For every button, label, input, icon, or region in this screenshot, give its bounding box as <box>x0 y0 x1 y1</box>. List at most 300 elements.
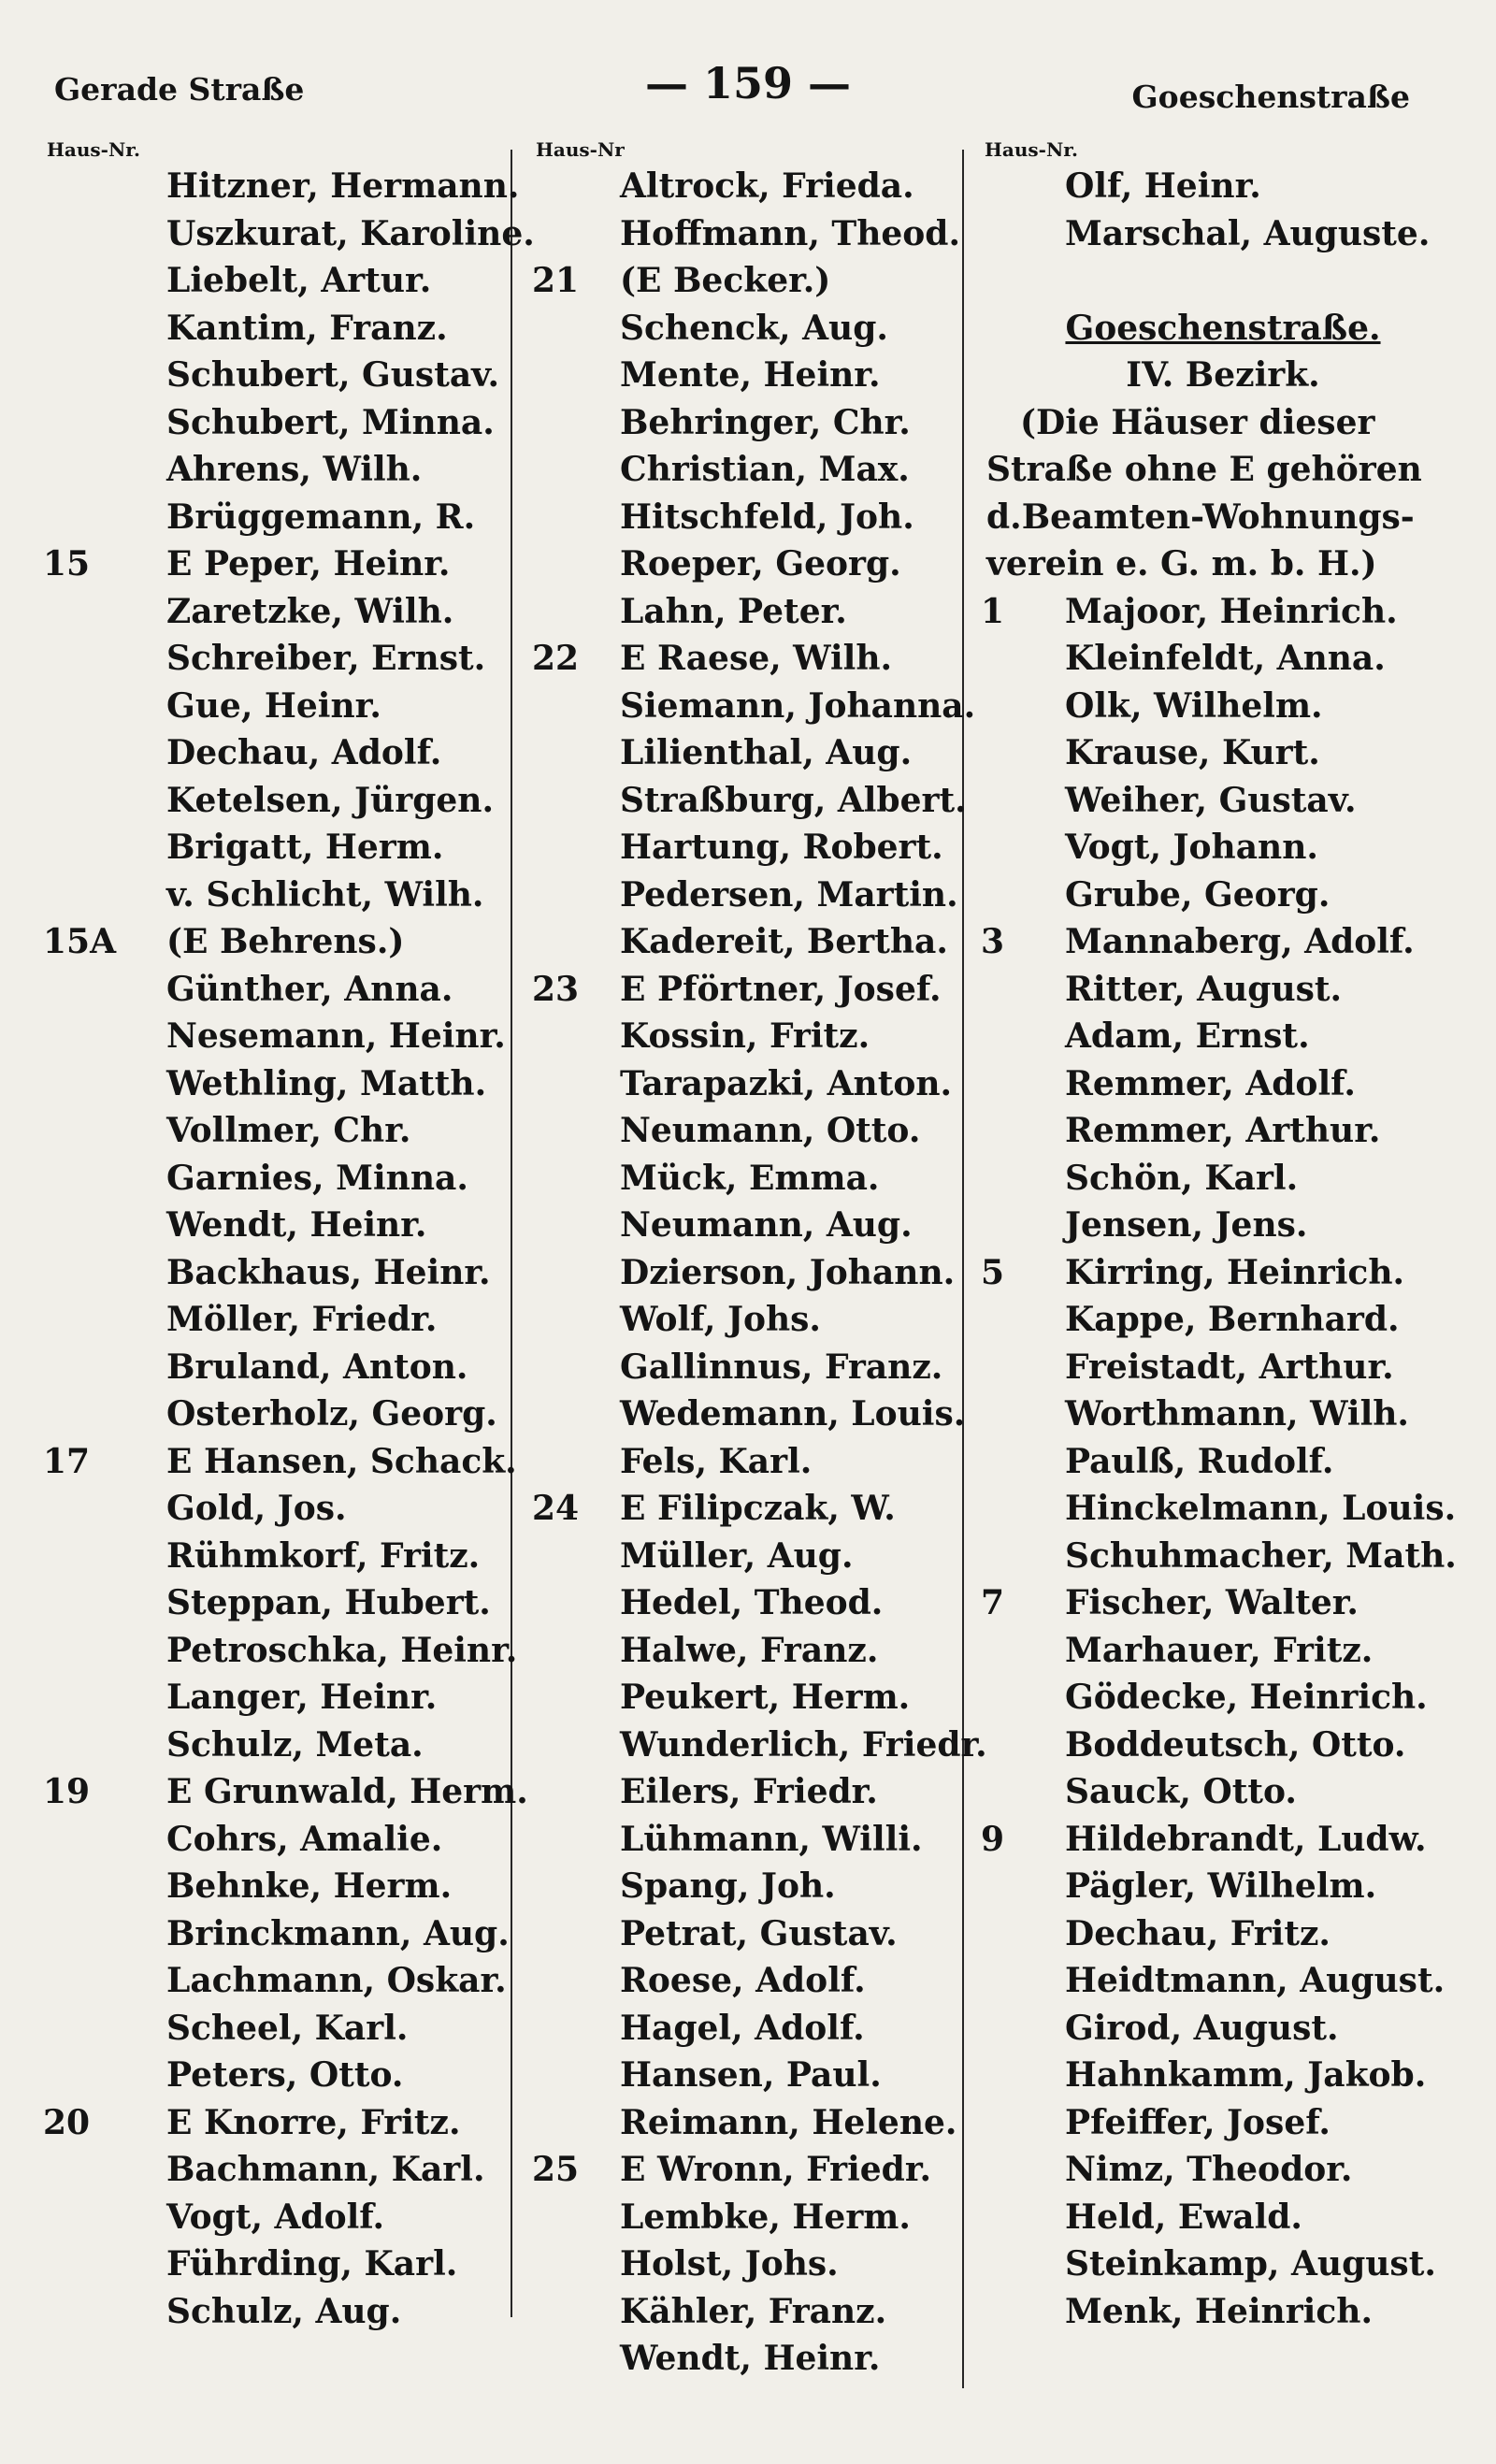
list-item <box>526 1863 966 1910</box>
house-number-label: Haus-Nr. <box>985 138 1078 161</box>
list-item <box>526 399 966 447</box>
list-item <box>37 352 524 399</box>
resident-name: Girod, August. <box>1065 2008 1339 2048</box>
resident-name: Heidtmann, August. <box>1065 1961 1446 2000</box>
list-item <box>526 1060 966 1108</box>
resident-name: Boddeutsch, Otto. <box>1065 1724 1406 1765</box>
resident-name: Altrock, Frieda. <box>620 166 914 206</box>
resident-name: Hansen, Paul. <box>620 2055 882 2095</box>
list-item <box>526 635 966 683</box>
house-number: 19 <box>43 1772 91 1811</box>
list-item <box>526 1013 966 1060</box>
list-item <box>37 1155 524 1203</box>
house-number: 20 <box>43 2102 91 2142</box>
list-item <box>526 2288 966 2336</box>
list-item <box>975 1816 1471 1864</box>
list-item <box>37 635 524 683</box>
section-note-row <box>975 540 1471 588</box>
list-item <box>37 2288 524 2336</box>
resident-name: E Peper, Heinr. <box>166 544 451 584</box>
resident-name: Spang, Joh. <box>620 1866 836 1906</box>
resident-name: Schulz, Meta. <box>166 1724 424 1765</box>
list-item <box>37 2241 524 2288</box>
list-item <box>37 777 524 825</box>
resident-name: Ketelsen, Jürgen. <box>166 780 494 820</box>
resident-name: Gallinnus, Franz. <box>620 1347 943 1387</box>
resident-name: Lahn, Peter. <box>620 591 847 631</box>
resident-name: Peters, Otto. <box>166 2055 404 2095</box>
list-item <box>975 1344 1471 1391</box>
section-district-row <box>975 352 1471 399</box>
list-item <box>37 872 524 919</box>
resident-name: Brigatt, Herm. <box>166 828 444 867</box>
list-item <box>37 683 524 730</box>
resident-name: E Wronn, Friedr. <box>620 2150 932 2189</box>
resident-name: Vogt, Adolf. <box>166 2197 385 2237</box>
list-item <box>526 352 966 399</box>
list-item <box>975 1013 1471 1060</box>
resident-name: Halwe, Franz. <box>620 1630 879 1670</box>
resident-name: Pedersen, Martin. <box>620 874 958 915</box>
list-item <box>37 1391 524 1438</box>
resident-name: Brüggemann, R. <box>166 497 476 537</box>
resident-name: Hedel, Theod. <box>620 1583 884 1622</box>
house-number: 15 <box>43 544 91 584</box>
list-item <box>526 777 966 825</box>
list-item <box>975 1722 1471 1769</box>
resident-name: Vogt, Johann. <box>1065 828 1318 867</box>
resident-name: Peukert, Herm. <box>620 1678 911 1717</box>
list-item <box>37 1202 524 1249</box>
list-item <box>526 2335 966 2383</box>
resident-name: E Grunwald, Herm. <box>166 1772 528 1811</box>
list-item <box>526 1485 966 1533</box>
list-item <box>37 2005 524 2053</box>
resident-name: Rühmkorf, Fritz. <box>166 1535 481 1576</box>
resident-name: (E Behrens.) <box>166 922 405 961</box>
resident-name: E Pförtner, Josef. <box>620 969 942 1009</box>
resident-name: Bruland, Anton. <box>166 1347 468 1387</box>
column-2 <box>526 138 987 2383</box>
house-number: 5 <box>981 1252 1005 1292</box>
list-item <box>526 1768 966 1816</box>
resident-name: Kossin, Fritz. <box>620 1016 870 1056</box>
resident-name: Ritter, August. <box>1065 969 1343 1009</box>
resident-name: Pägler, Wilhelm. <box>1065 1866 1377 1906</box>
list-item <box>526 918 966 966</box>
house-number: 1 <box>981 591 1005 631</box>
list-item <box>37 1249 524 1297</box>
resident-name: Schenck, Aug. <box>620 308 888 348</box>
list-item <box>37 1816 524 1864</box>
house-number: 9 <box>981 1819 1005 1859</box>
list-item <box>975 2194 1471 2241</box>
list-item <box>975 1627 1471 1675</box>
resident-name: Behnke, Herm. <box>166 1866 453 1906</box>
resident-name: Steppan, Hubert. <box>166 1583 491 1622</box>
entry-list <box>975 163 1471 257</box>
resident-name: Roeper, Georg. <box>620 544 901 584</box>
list-item <box>526 210 966 258</box>
list-item <box>975 1533 1471 1580</box>
list-item <box>975 729 1471 777</box>
resident-name: Lühmann, Willi. <box>620 1819 923 1859</box>
list-item <box>526 540 966 588</box>
resident-name: Brinckmann, Aug. <box>166 1913 510 1953</box>
resident-name: Behringer, Chr. <box>620 402 911 442</box>
entry-list <box>526 163 987 2383</box>
list-item <box>975 1107 1471 1155</box>
house-number: 7 <box>981 1583 1005 1622</box>
list-item <box>526 1816 966 1864</box>
resident-name: Wendt, Heinr. <box>620 2339 881 2378</box>
list-item <box>526 1249 966 1297</box>
list-item <box>37 588 524 636</box>
list-item <box>975 635 1471 683</box>
resident-name: Marschal, Auguste. <box>1065 213 1431 253</box>
list-item <box>37 1768 528 1816</box>
list-item <box>37 1438 524 1486</box>
resident-name: Schuhmacher, Math. <box>1065 1535 1457 1576</box>
resident-name: Hagel, Adolf. <box>620 2008 865 2048</box>
resident-name: Kähler, Franz. <box>620 2291 887 2331</box>
header-left-street: Gerade Straße <box>54 71 305 108</box>
list-item <box>975 1296 1471 1344</box>
list-item <box>975 1391 1471 1438</box>
list-item <box>37 1910 524 1958</box>
house-number: 25 <box>532 2150 580 2189</box>
list-item <box>526 1627 966 1675</box>
list-item <box>37 210 535 258</box>
resident-name: Olf, Heinr. <box>1065 166 1261 206</box>
list-item <box>37 446 524 494</box>
resident-name: Kadereit, Bertha. <box>620 922 948 961</box>
list-item <box>975 1438 1471 1486</box>
resident-name: Wendt, Heinr. <box>166 1205 427 1245</box>
list-item <box>526 2194 966 2241</box>
resident-name: v. Schlicht, Wilh. <box>166 874 484 915</box>
list-item <box>526 1344 966 1391</box>
resident-name: Hinckelmann, Louis. <box>1065 1489 1457 1528</box>
resident-name: E Filipczak, W. <box>620 1489 896 1528</box>
page-number: — 159 — <box>644 58 852 108</box>
resident-name: Marhauer, Fritz. <box>1065 1630 1374 1670</box>
list-item <box>975 918 1471 966</box>
resident-name: Weiher, Gustav. <box>1065 780 1357 820</box>
resident-name: Gödecke, Heinrich. <box>1065 1678 1428 1717</box>
list-item <box>526 305 966 353</box>
resident-name: Mente, Heinr. <box>620 355 881 395</box>
section-note-row <box>975 494 1471 541</box>
resident-name: Hildebrandt, Ludw. <box>1065 1819 1427 1859</box>
resident-name: Uszkurat, Karoline. <box>166 213 535 253</box>
resident-name: Wunderlich, Friedr. <box>620 1724 987 1765</box>
list-item <box>975 1155 1471 1203</box>
list-item <box>975 966 1471 1014</box>
list-item <box>526 1155 966 1203</box>
spacer <box>975 257 1471 305</box>
resident-name: Petrat, Gustav. <box>620 1913 898 1953</box>
list-item <box>526 494 966 541</box>
list-item <box>37 824 524 872</box>
resident-name: Kantim, Franz. <box>166 308 448 348</box>
house-number: 17 <box>43 1441 91 1481</box>
resident-name: Hartung, Robert. <box>620 828 943 867</box>
list-item <box>975 824 1471 872</box>
list-item <box>975 2052 1471 2099</box>
list-item <box>526 1296 966 1344</box>
list-item <box>526 163 966 210</box>
list-item <box>526 1674 966 1722</box>
resident-name: Nimz, Theodor. <box>1065 2150 1353 2189</box>
resident-name: Pfeiffer, Josef. <box>1065 2102 1331 2142</box>
list-item <box>526 1391 966 1438</box>
section-district: IV. Bezirk. <box>1126 355 1320 395</box>
resident-name: Schön, Karl. <box>1065 1158 1299 1198</box>
list-item <box>37 1957 524 2005</box>
list-item <box>975 2099 1471 2147</box>
list-item <box>37 305 524 353</box>
resident-name: Führding, Karl. <box>166 2244 458 2284</box>
resident-name: Hitschfeld, Joh. <box>620 497 914 537</box>
resident-name: Holst, Johs. <box>620 2244 839 2284</box>
resident-name: Lembke, Herm. <box>620 2197 911 2237</box>
list-item <box>37 1296 524 1344</box>
list-item <box>526 1533 966 1580</box>
list-item <box>526 2099 966 2147</box>
resident-name: Majoor, Heinrich. <box>1065 591 1398 631</box>
resident-name: Zaretzke, Wilh. <box>166 591 454 631</box>
list-item <box>37 1722 524 1769</box>
page-header <box>0 58 1496 114</box>
list-item <box>975 683 1471 730</box>
resident-name: Schubert, Gustav. <box>166 355 499 395</box>
list-item <box>37 1107 524 1155</box>
resident-name: Held, Ewald. <box>1065 2197 1302 2237</box>
house-number-label: Haus-Nr. <box>47 138 140 161</box>
list-item <box>526 2005 966 2053</box>
resident-name: Freistadt, Arthur. <box>1065 1347 1394 1387</box>
list-item <box>975 2241 1471 2288</box>
house-number: 24 <box>532 1489 580 1528</box>
resident-name: Scheel, Karl. <box>166 2008 409 2048</box>
list-item <box>37 966 524 1014</box>
section-note-row <box>975 446 1471 494</box>
list-item <box>975 210 1471 258</box>
resident-name: Tarapazki, Anton. <box>620 1063 953 1103</box>
list-item <box>975 872 1471 919</box>
resident-name: Dechau, Adolf. <box>166 733 442 772</box>
resident-name: Adam, Ernst. <box>1065 1016 1310 1056</box>
resident-name: Backhaus, Heinr. <box>166 1252 491 1292</box>
list-item <box>526 257 966 305</box>
list-item <box>37 494 524 541</box>
list-item <box>37 1485 524 1533</box>
list-item <box>37 2194 524 2241</box>
section-note-line: Straße ohne E gehören <box>986 450 1422 489</box>
list-item <box>975 777 1471 825</box>
house-number: 21 <box>532 261 580 300</box>
resident-name: Siemann, Johanna. <box>620 685 976 726</box>
resident-name: Reimann, Helene. <box>620 2102 957 2142</box>
resident-name: Lilienthal, Aug. <box>620 733 913 772</box>
resident-name: Dzierson, Johann. <box>620 1252 956 1292</box>
resident-name: Langer, Heinr. <box>166 1678 438 1717</box>
list-item <box>526 1722 987 1769</box>
resident-name: Nesemann, Heinr. <box>166 1016 506 1056</box>
list-item <box>975 2288 1471 2336</box>
resident-name: Hitzner, Hermann. <box>166 166 520 206</box>
resident-name: Hahnkamm, Jakob. <box>1065 2055 1427 2095</box>
list-item <box>975 1910 1471 1958</box>
list-item <box>37 1579 524 1627</box>
resident-name: Wethling, Matth. <box>166 1063 487 1103</box>
list-item <box>37 1533 524 1580</box>
list-item <box>37 1344 524 1391</box>
section-note-line: d.Beamten-Wohnungs- <box>986 497 1415 537</box>
house-number: 15A <box>43 922 117 961</box>
list-item <box>975 1485 1471 1533</box>
list-item <box>526 1579 966 1627</box>
resident-name: Menk, Heinrich. <box>1065 2291 1373 2331</box>
list-item <box>37 2146 524 2194</box>
column-1 <box>37 138 535 2335</box>
list-item <box>975 588 1471 636</box>
resident-name: Mannaberg, Adolf. <box>1065 922 1415 961</box>
list-item <box>975 1957 1471 2005</box>
resident-name: Gold, Jos. <box>166 1489 347 1528</box>
resident-name: Vollmer, Chr. <box>166 1111 411 1150</box>
list-item <box>37 2052 524 2099</box>
section-note-row <box>975 399 1471 447</box>
list-item <box>37 257 524 305</box>
list-item <box>37 729 524 777</box>
resident-name: Schubert, Minna. <box>166 402 495 442</box>
resident-name: Paulß, Rudolf. <box>1065 1441 1334 1481</box>
list-item <box>526 729 966 777</box>
resident-name: Cohrs, Amalie. <box>166 1819 443 1859</box>
resident-name: Günther, Anna. <box>166 969 453 1009</box>
list-item <box>37 2099 524 2147</box>
resident-name: Krause, Kurt. <box>1065 733 1320 772</box>
list-item <box>975 1579 1471 1627</box>
section-note-line: verein e. G. m. b. H.) <box>986 544 1377 584</box>
resident-name: Möller, Friedr. <box>166 1300 438 1339</box>
list-item <box>975 1202 1471 1249</box>
resident-name: Kleinfeldt, Anna. <box>1065 639 1386 678</box>
list-item <box>526 872 966 919</box>
list-item <box>975 1863 1471 1910</box>
list-item <box>526 1438 966 1486</box>
list-item <box>37 1674 524 1722</box>
list-item <box>526 1202 966 1249</box>
resident-name: Bachmann, Karl. <box>166 2150 485 2189</box>
resident-name: Mück, Emma. <box>620 1158 880 1198</box>
resident-name: Christian, Max. <box>620 450 910 489</box>
list-item <box>526 683 976 730</box>
resident-name: Osterholz, Georg. <box>166 1394 497 1434</box>
list-item <box>526 2146 966 2194</box>
house-number: 22 <box>532 639 580 678</box>
section-note-line: (Die Häuser dieser <box>1020 402 1375 442</box>
list-item <box>975 2005 1471 2053</box>
resident-name: Hoffmann, Theod. <box>620 213 960 253</box>
resident-name: Neumann, Aug. <box>620 1205 913 1245</box>
list-item <box>526 1957 966 2005</box>
resident-name: Fels, Karl. <box>620 1441 813 1481</box>
list-item <box>37 163 524 210</box>
resident-name: Remmer, Adolf. <box>1065 1063 1356 1103</box>
header-right-street: Goeschenstraße <box>1131 79 1410 115</box>
resident-name: Ahrens, Wilh. <box>166 450 423 489</box>
list-item <box>975 1674 1471 1722</box>
resident-name: Wolf, Johs. <box>620 1300 821 1339</box>
section-title: Goeschenstraße. <box>1065 308 1381 348</box>
resident-name: (E Becker.) <box>620 261 831 300</box>
resident-name: E Raese, Wilh. <box>620 639 893 678</box>
resident-name: Roese, Adolf. <box>620 1961 866 2000</box>
list-item <box>975 1249 1471 1297</box>
resident-name: Jensen, Jens. <box>1065 1205 1308 1245</box>
column-3 <box>975 138 1471 2335</box>
resident-name: Schulz, Aug. <box>166 2291 402 2331</box>
list-item <box>37 1627 524 1675</box>
resident-name: Fischer, Walter. <box>1065 1583 1359 1622</box>
list-item <box>975 2146 1471 2194</box>
resident-name: Remmer, Arthur. <box>1065 1111 1381 1150</box>
list-item <box>526 446 966 494</box>
resident-name: Sauck, Otto. <box>1065 1772 1297 1811</box>
list-item <box>526 588 966 636</box>
resident-name: Straßburg, Albert. <box>620 780 967 820</box>
list-item <box>975 163 1471 210</box>
list-item <box>37 399 524 447</box>
house-number: 23 <box>532 969 580 1009</box>
list-item <box>526 966 966 1014</box>
resident-name: Wedemann, Louis. <box>620 1394 966 1434</box>
resident-name: Worthmann, Wilh. <box>1065 1394 1409 1434</box>
resident-name: Eilers, Friedr. <box>620 1772 878 1811</box>
list-item <box>526 2241 966 2288</box>
list-item <box>526 1910 966 1958</box>
resident-name: Petroschka, Heinr. <box>166 1630 518 1670</box>
list-item <box>526 1107 966 1155</box>
resident-name: E Knorre, Fritz. <box>166 2102 461 2142</box>
resident-name: Gue, Heinr. <box>166 685 381 726</box>
resident-name: Garnies, Minna. <box>166 1158 468 1198</box>
resident-name: E Hansen, Schack. <box>166 1441 517 1481</box>
resident-name: Neumann, Otto. <box>620 1111 921 1150</box>
list-item <box>37 918 524 966</box>
resident-name: Steinkamp, August. <box>1065 2244 1436 2284</box>
resident-name: Liebelt, Artur. <box>166 261 432 300</box>
resident-name: Schreiber, Ernst. <box>166 639 486 678</box>
list-item <box>37 1060 524 1108</box>
list-item <box>37 1013 524 1060</box>
resident-name: Grube, Georg. <box>1065 874 1331 915</box>
resident-name: Kirring, Heinrich. <box>1065 1252 1405 1292</box>
resident-name: Müller, Aug. <box>620 1535 854 1576</box>
section-title-row <box>975 305 1471 353</box>
house-number-label: Haus-Nr <box>536 138 625 161</box>
list-item <box>526 2052 966 2099</box>
resident-name: Olk, Wilhelm. <box>1065 685 1323 726</box>
entry-list <box>37 163 535 2335</box>
resident-name: Kappe, Bernhard. <box>1065 1300 1400 1339</box>
house-number: 3 <box>981 922 1005 961</box>
list-item <box>975 1768 1471 1816</box>
list-item <box>37 540 524 588</box>
